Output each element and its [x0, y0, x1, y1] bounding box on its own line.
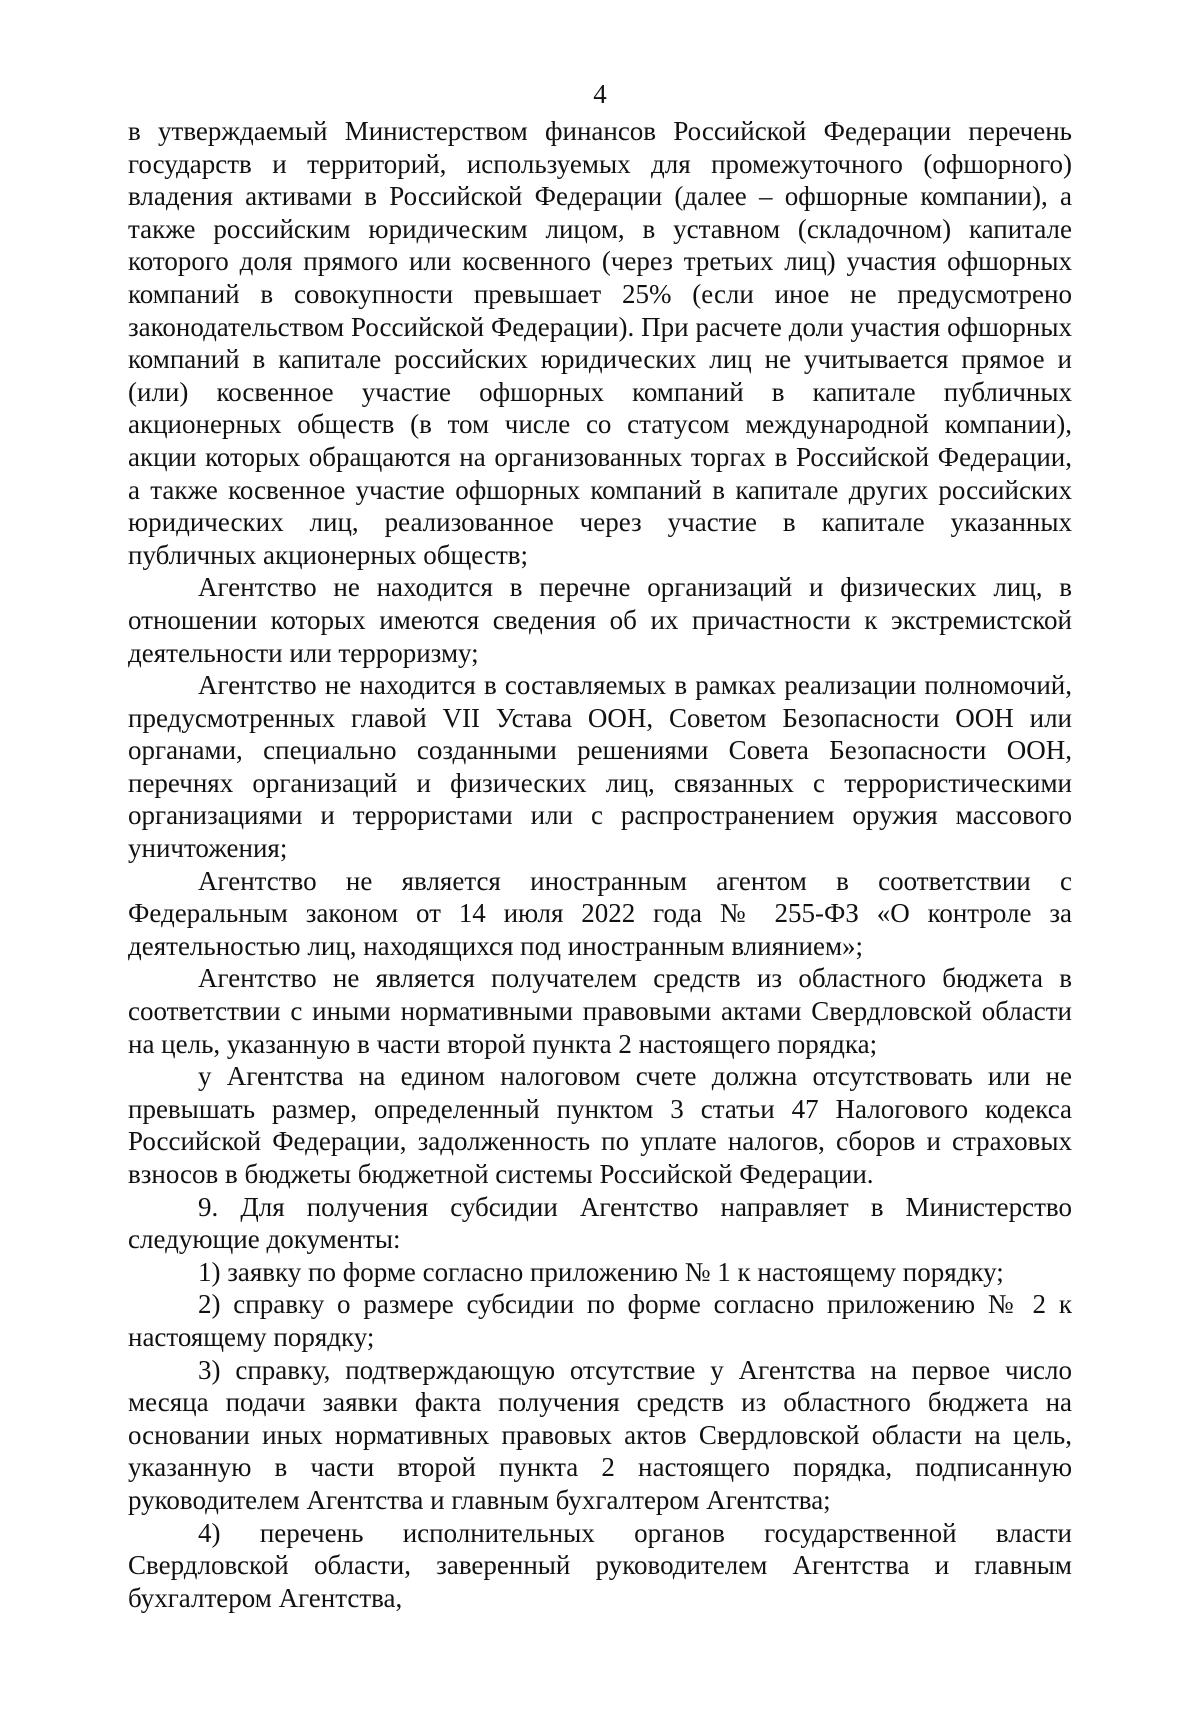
- list-item-3: 3) справку, подтверждающую отсутствие у Агентства на первое число месяца подачи заявки факта получения средств из областного бюджета на основании иных нормативных правовых актов Свердловской области на цель, указанную в части второй пункта 2 настоящего порядка, подписанную руководителем Агентства и главным бухгалтером Агентства;: [128, 1354, 1072, 1515]
- paragraph-not-budget-recipient: Агентство не является получателем средств из областного бюджета в соответствии с иными нормативными правовыми актами Свердловской области на цель, указанную в части второй пункта 2 настоящего порядка;: [128, 963, 1072, 1059]
- paragraph-item-9: 9. Для получения субсидии Агентство направляет в Министерство следующие документы:: [128, 1191, 1072, 1255]
- list-item-2: 2) справку о размере субсидии по форме согласно приложению № 2 к настоящему порядку;: [128, 1289, 1072, 1352]
- paragraph-extremism-list: Агентство не находится в перечне организаций и физических лиц, в отношении которых имеются сведения об их причастности к экстремистской деятельности или терроризму;: [128, 572, 1072, 668]
- paragraph-foreign-agent: Агентство не является иностранным агентом в соответствии с Федеральным законом от 14 июля 2022 года № 255-ФЗ «О контроле за деятельностью лиц, находящихся под иностранным влиянием»;: [128, 865, 1072, 961]
- paragraph-un-sanctions-list: Агентство не находится в составляемых в рамках реализации полномочий, предусмотренных главой VII Устава ООН, Советом Безопасности ООН или органами, специально созданными решениями Совета Безопасности ООН, перечнях организаций и физических лиц, связанных с террористическими организациями и террористами или с распространением оружия массового уничтожения;: [128, 670, 1072, 864]
- page-number: 4: [593, 79, 607, 109]
- paragraph-tax-debt: у Агентства на едином налоговом счете должна отсутствовать или не превышать размер, определенный пунктом 3 статьи 47 Налогового кодекса Российской Федерации, задолженность по уплате налогов, сборов и страховых взносов в бюджеты бюджетной системы Российской Федерации.: [128, 1061, 1072, 1189]
- list-item-1: 1) заявку по форме согласно приложению № 1 к настоящему порядку;: [198, 1256, 1004, 1287]
- list-item-4: 4) перечень исполнительных органов государственной власти Свердловской области, заверенный руководителем Агентства и главным бухгалтером Агентства,: [128, 1517, 1072, 1613]
- paragraph-offshore-continuation: в утверждаемый Министерством финансов Российской Федерации перечень государств и территорий, используемых для промежуточного (офшорного) владения активами в Российской Федерации (далее – офшорные компании), а также российским юридическим лицом, в уставном (складочном) капитале которого доля прямого или косвенного (через третьих лиц) участия офшорных компаний в совокупности превышает 25% (если иное не предусмотрено законодательством Российской Федерации). При расчете доли участия офшорных компаний в капитале российских юридических лиц не учитывается прямое и (или) косвенное участие офшорных компаний в капитале публичных акционерных обществ (в том числе со статусом международной компании), акции которых обращаются на организованных торгах в Российской Федерации, а также косвенное участие офшорных компаний в капитале других российских юридических лиц, реализованное через участие в капитале указанных публичных акционерных обществ;: [128, 116, 1072, 570]
- document-body: [128, 115, 1072, 1614]
